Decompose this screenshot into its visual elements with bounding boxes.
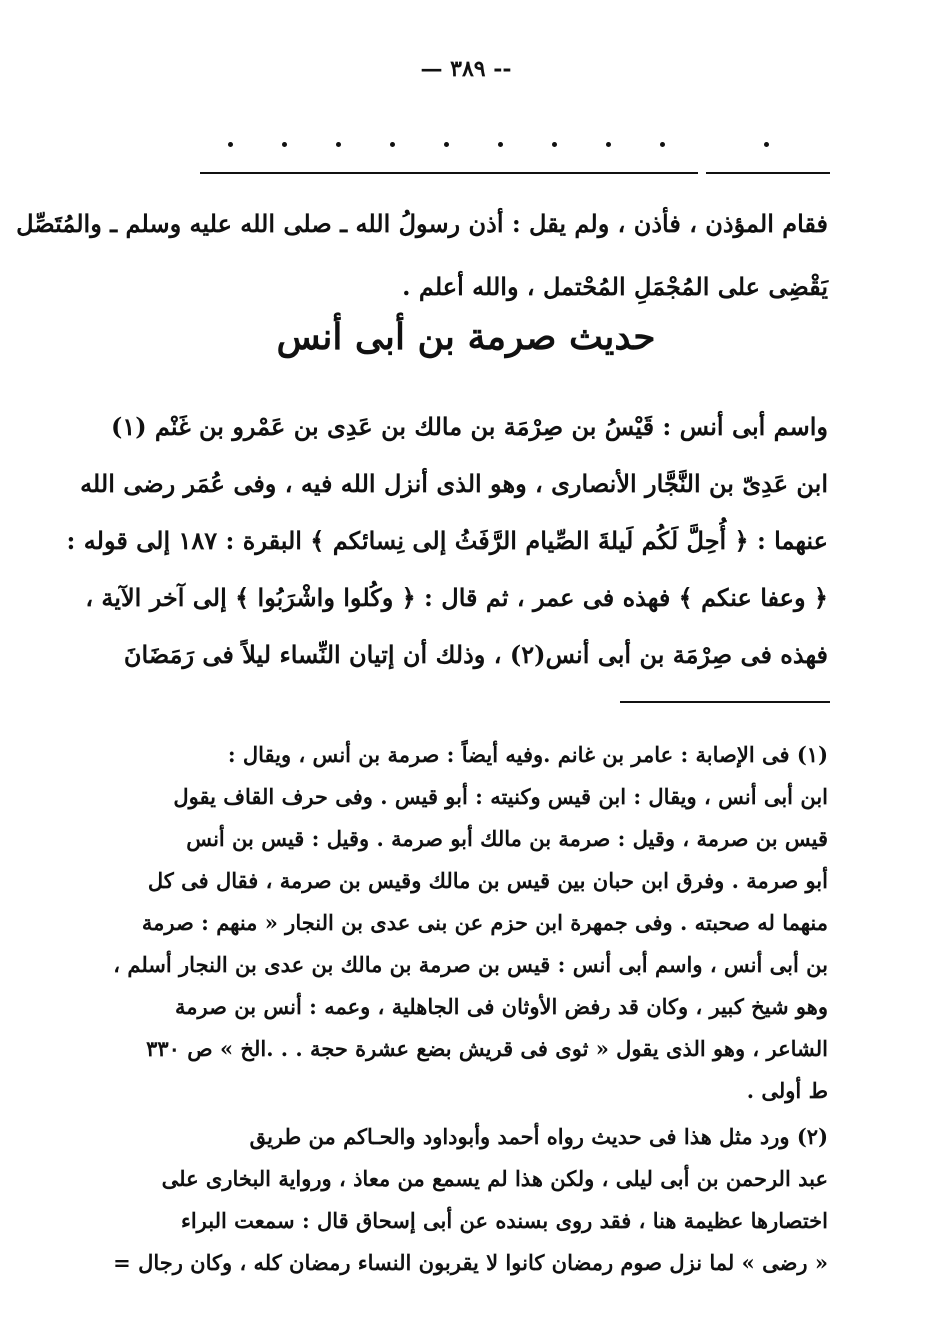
footnote-line: منهما له صحبته . وفى جمهرة ابن حزم عن بنى عدى بن النجار « منهم : صرمة bbox=[141, 910, 828, 935]
footnote-line: قيس بن صرمة ، وقيل : صرمة بن مالك أبو صرمة . وقيل : قيس بن أنس bbox=[186, 826, 828, 851]
ornament-dot bbox=[444, 142, 449, 147]
footnote-line: وهو شيخ كبير ، وكان قد رفض الأوثان فى الجاهلية ، وعمه : أنس بن صرمة bbox=[175, 994, 828, 1019]
text-line: فقام المؤذن ، فأذن ، ولم يقل : أذن رسولُ الله ـ صلى الله عليه وسلم ـ والمُتَصِّل bbox=[16, 209, 828, 238]
footnote-line: الشاعر ، وهو الذى يقول « ثوى فى قريش بضع عشرة حجة . . .الخ » ص ٣٣٠ bbox=[146, 1036, 828, 1061]
ornament-dot bbox=[336, 142, 341, 147]
ornament-dot bbox=[498, 142, 503, 147]
text-line: واسم أبى أنس : قَيْسُ بن صِرْمَة بن مالك بن عَدِى بن عَمْرو بن غَنْم (١) bbox=[110, 412, 828, 441]
footnote-line: (١) فى الإصابة : عامر بن غانم .وفيه أيضاً : صرمة بن أنس ، ويقال : bbox=[227, 742, 828, 767]
ornament-dot bbox=[606, 142, 611, 147]
ornament-dot bbox=[552, 142, 557, 147]
footnote-1 bbox=[113, 734, 828, 1112]
footnote-separator bbox=[620, 701, 830, 703]
footnote-line: ابن أبى أنس ، ويقال : ابن قيس وكنيته : أبو قيس . وفى حرف القاف يقول bbox=[173, 784, 828, 809]
ornament-dot bbox=[228, 142, 233, 147]
section-heading: حديث صرمة بن أبى أنس bbox=[276, 316, 656, 358]
footnote-line: « رضى » لما نزل صوم رمضان كانوا لا يقربون النساء رمضان كله ، وكان رجال = bbox=[113, 1250, 828, 1275]
footnote-line: أبو صرمة . وفرق ابن حبان بين قيس بن مالك وقيس بن صرمة ، فقال فى كل bbox=[147, 868, 828, 893]
ornament-dot bbox=[282, 142, 287, 147]
header-rule bbox=[706, 172, 830, 174]
text-line: ابن عَدِىّ بن النَّجَّار الأنصارى ، وهو الذى أنزل الله فيه ، وفى عُمَر رضى الله bbox=[80, 469, 828, 498]
ornament-dot bbox=[764, 142, 769, 147]
footnote-2 bbox=[113, 1116, 828, 1284]
text-line: يَقْضِى على المُجْمَلِ المُحْتمل ، والله أعلم . bbox=[402, 272, 828, 301]
intro-paragraph bbox=[16, 192, 828, 318]
ornament-dots bbox=[200, 142, 830, 152]
header-rule bbox=[200, 172, 698, 174]
footnote-line: (٢) ورد مثل هذا فى حديث رواه أحمد وأبوداود والحـاكم من طريق bbox=[249, 1124, 828, 1149]
ornament-dot bbox=[390, 142, 395, 147]
text-line: فهذه فى صِرْمَة بن أبى أنس(٢) ، وذلك أن إتيان النِّساء ليلاً فى رَمَضَانَ bbox=[123, 640, 828, 669]
body-paragraph bbox=[66, 398, 828, 683]
footnote-line: بن أبى أنس ، واسم أبى أنس : قيس بن صرمة بن مالك بن عدى بن النجار أسلم ، bbox=[113, 952, 828, 977]
text-line: ﴿ وعفا عنكم ﴾ فهذه فى عمر ، ثم قال : ﴿ وكُلوا واشْرَبُوا ﴾ إلى آخر الآية ، bbox=[85, 583, 828, 612]
page-number: — ٣٨٩ -- bbox=[420, 56, 512, 82]
footnote-line: ط أولى . bbox=[746, 1078, 828, 1103]
footnote-line: عبد الرحمن بن أبى ليلى ، ولكن هذا لم يسمع من معاذ ، ورواية البخارى على bbox=[161, 1166, 828, 1191]
footnote-line: اختصارها عظيمة هنا ، فقد روى بسنده عن أبى إسحاق قال : سمعت البراء bbox=[180, 1208, 828, 1233]
ornament-dot bbox=[660, 142, 665, 147]
text-line: عنهما : ﴿ أُحِلَّ لَكُم لَيلةَ الصِّيام الرَّفَثُ إلى نِسائكم ﴾ البقرة : ١٨٧ إلى قوله : bbox=[66, 526, 828, 555]
